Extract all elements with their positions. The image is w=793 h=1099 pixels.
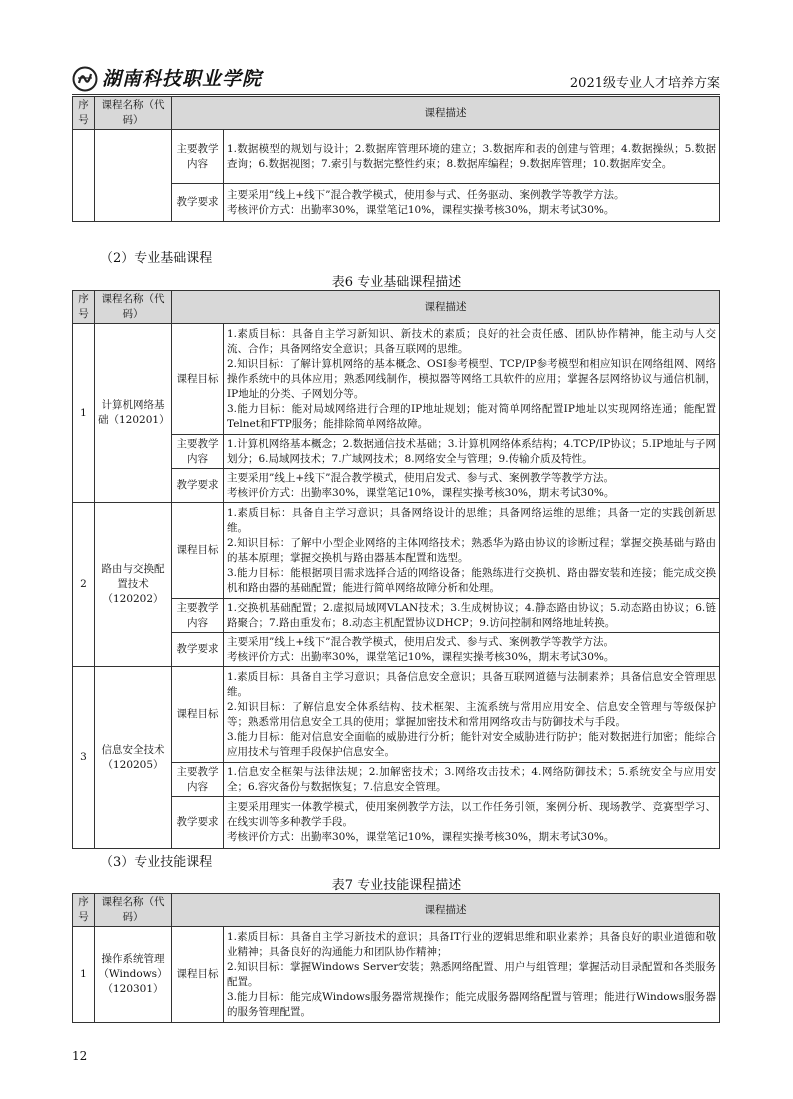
course-table-7 bbox=[72, 893, 720, 1023]
col-seq: 序号 bbox=[73, 97, 95, 130]
col-seq: 序号 bbox=[73, 291, 95, 324]
section-heading: （3）专业技能课程 bbox=[100, 855, 213, 870]
table-caption: 表6 专业基础课程描述 bbox=[331, 275, 462, 290]
col-name: 课程名称（代码） bbox=[95, 291, 172, 324]
requirement-line: 主要采用”线上+线下”混合教学模式，使用参与式、任务驱动、案例教学等教学方法。 bbox=[227, 188, 625, 201]
goal-cell bbox=[224, 927, 720, 1023]
row-label: 课程目标 bbox=[172, 503, 224, 599]
plan-title: 2021级专业人才培养方案 bbox=[569, 76, 720, 91]
row-label: 主要教学内容 bbox=[172, 599, 224, 633]
row-label: 主要教学内容 bbox=[172, 130, 224, 184]
col-name: 课程名称（代码） bbox=[95, 894, 172, 927]
page-number: 12 bbox=[72, 1049, 88, 1063]
seq-cell: 1 bbox=[73, 927, 95, 1023]
goal-line: 2.知识目标：了解计算机网络的基本概念、OSI参考模型、TCP/IP参考模型和相应知识在网络组网、网络操作系统中的具体应用；熟悉网线制作，模拟器等网络工具软件的应用；掌握各层网络协议与通信机制，IP地址的分类、子网划分等。 bbox=[227, 357, 716, 400]
row-label: 教学要求 bbox=[172, 469, 224, 503]
row-label: 教学要求 bbox=[172, 633, 224, 667]
content-cell: 1.信息安全框架与法律法规；2.加解密技术；3.网络攻击技术；4.网络防御技术；5.系统安全与应用安全；6.容灾备份与数据恢复；7.信息安全管理。 bbox=[224, 763, 720, 797]
section-heading: （2）专业基础课程 bbox=[100, 251, 213, 266]
goal-cell bbox=[224, 503, 720, 599]
goal-line: 1.素质目标：具备自主学习新知识、新技术的素质；良好的社会责任感、团队协作精神，能主动与人交流、合作；具备网络安全意识；具备互联网的思维。 bbox=[227, 327, 716, 355]
requirement-line: 考核评价方式：出勤率30%，课堂笔记10%，课程实操考核30%，期末考试30%。 bbox=[227, 650, 615, 663]
goal-line: 1.素质目标：具备自主学习意识；具备网络设计的思维；具备网络运维的思维；具备一定的实践创新思维。 bbox=[227, 506, 716, 534]
goal-cell bbox=[224, 324, 720, 435]
name-cell bbox=[95, 130, 172, 222]
requirement-cell bbox=[224, 797, 720, 849]
col-seq: 序号 bbox=[73, 894, 95, 927]
col-desc: 课程描述 bbox=[172, 97, 720, 130]
college-logo bbox=[72, 66, 302, 92]
col-name: 课程名称（代码） bbox=[95, 97, 172, 130]
course-name: 操作系统管理（Windows）（120301） bbox=[95, 927, 172, 1023]
requirement-cell bbox=[224, 633, 720, 667]
goal-line: 2.知识目标：了解信息安全体系结构、技术框架、主流系统与常用应用安全、信息安全管理与等级保护等；熟悉常用信息安全工具的使用；掌握加密技术和常用网络攻击与防御技术与手段。 bbox=[227, 700, 716, 728]
goal-line: 3.能力目标：能对信息安全面临的威胁进行分析；能针对安全威胁进行防护；能对数据进行加密；能综合应用技术与管理手段保护信息安全。 bbox=[227, 730, 716, 758]
goal-line: 3.能力目标：能根据项目需求选择合适的网络设备；能熟练进行交换机、路由器安装和连接；能完成交换机和路由器的基础配置；能进行简单网络故障分析和处理。 bbox=[227, 566, 716, 594]
content-cell: 1.交换机基础配置；2.虚拟局域网VLAN技术；3.生成树协议；4.静态路由协议；5.动态路由协议；6.链路聚合；7.路由重发布；8.动态主机配置协议DHCP；9.访问控制和网络地址转换。 bbox=[224, 599, 720, 633]
requirement-line: 主要采用”线上+线下”混合教学模式，使用启发式、参与式、案例教学等教学方法。 bbox=[227, 471, 615, 484]
course-name: 信息安全技术（120205） bbox=[95, 667, 172, 849]
table-caption: 表7 专业技能课程描述 bbox=[331, 878, 462, 893]
goal-line: 3.能力目标：能对局域网络进行合理的IP地址规划；能对简单网络配置IP地址以实现网络连通；能配置Telnet和FTP服务；能排除简单网络故障。 bbox=[227, 402, 716, 430]
row-label: 课程目标 bbox=[172, 927, 224, 1023]
course-name: 计算机网络基础（120201） bbox=[95, 324, 172, 503]
seq-cell: 1 bbox=[73, 324, 95, 503]
seq-cell: 3 bbox=[73, 667, 95, 849]
row-label: 课程目标 bbox=[172, 667, 224, 763]
row-label: 课程目标 bbox=[172, 324, 224, 435]
college-emblem-icon bbox=[72, 66, 98, 92]
course-table-continued bbox=[72, 96, 720, 222]
course-name: 路由与交换配置技术（120202） bbox=[95, 503, 172, 667]
content-cell: 1.计算机网络基本概念；2.数据通信技术基础；3.计算机网络体系结构；4.TCP/IP协议；5.IP地址与子网划分；6.局域网技术；7.广域网技术；8.网络安全与管理；9.传输介质及特性。 bbox=[224, 435, 720, 469]
row-label: 主要教学内容 bbox=[172, 763, 224, 797]
col-desc: 课程描述 bbox=[172, 894, 720, 927]
goal-line: 3.能力目标：能完成Windows服务器常规操作；能完成服务器网络配置与管理；能进行Windows服务器的服务管理配置。 bbox=[227, 990, 716, 1018]
requirement-line: 主要采用”线上+线下”混合教学模式，使用启发式、参与式、案例教学等教学方法。 bbox=[227, 635, 615, 648]
requirement-cell bbox=[224, 184, 720, 222]
goal-line: 1.素质目标：具备自主学习新技术的意识；具备IT行业的逻辑思维和职业素养；具备良好的职业道德和敬业精神；具备良好的沟通能力和团队协作精神； bbox=[227, 930, 716, 958]
goal-line: 1.素质目标：具备自主学习意识；具备信息安全意识；具备互联网道德与法制素养；具备信息安全管理思维。 bbox=[227, 670, 716, 698]
requirement-cell bbox=[224, 469, 720, 503]
col-desc: 课程描述 bbox=[172, 291, 720, 324]
requirement-line: 考核评价方式：出勤率30%，课堂笔记10%，课程实操考核30%，期末考试30%。 bbox=[227, 831, 615, 843]
seq-cell bbox=[73, 130, 95, 222]
requirement-line: 考核评价方式：出勤率30%，课堂笔记10%，课程实操考核30%，期末考试30%。 bbox=[227, 203, 615, 216]
content-cell: 1.数据模型的规划与设计；2.数据库管理环境的建立；3.数据库和表的创建与管理；4.数据操纵；5.数据查询；6.数据视图；7.索引与数据完整性约束；8.数据库编程；9.数据库管理；10.数据库安全。 bbox=[224, 130, 720, 184]
college-name: 湖南科技职业学院 bbox=[102, 68, 263, 90]
goal-line: 2.知识目标：了解中小型企业网络的主体网络技术；熟悉华为路由协议的诊断过程；掌握交换基础与路由的基本原理；掌握交换机与路由器基本配置和选型。 bbox=[227, 536, 716, 564]
goal-line: 2.知识目标：掌握Windows Server安装；熟悉网络配置、用户与组管理；掌握活动目录配置和各类服务配置。 bbox=[227, 960, 716, 988]
page-header bbox=[72, 64, 720, 95]
goal-cell bbox=[224, 667, 720, 763]
requirement-line: 考核评价方式：出勤率30%，课堂笔记10%，课程实操考核30%，期末考试30%。 bbox=[227, 486, 615, 499]
row-label: 教学要求 bbox=[172, 184, 224, 222]
row-label: 主要教学内容 bbox=[172, 435, 224, 469]
seq-cell: 2 bbox=[73, 503, 95, 667]
row-label: 教学要求 bbox=[172, 797, 224, 849]
course-table-6 bbox=[72, 290, 720, 849]
requirement-line: 主要采用理实一体教学模式，使用案例教学方法，以工作任务引领，案例分析、现场教学、竞赛型学习、在线实训等多种教学手段。 bbox=[227, 801, 716, 828]
